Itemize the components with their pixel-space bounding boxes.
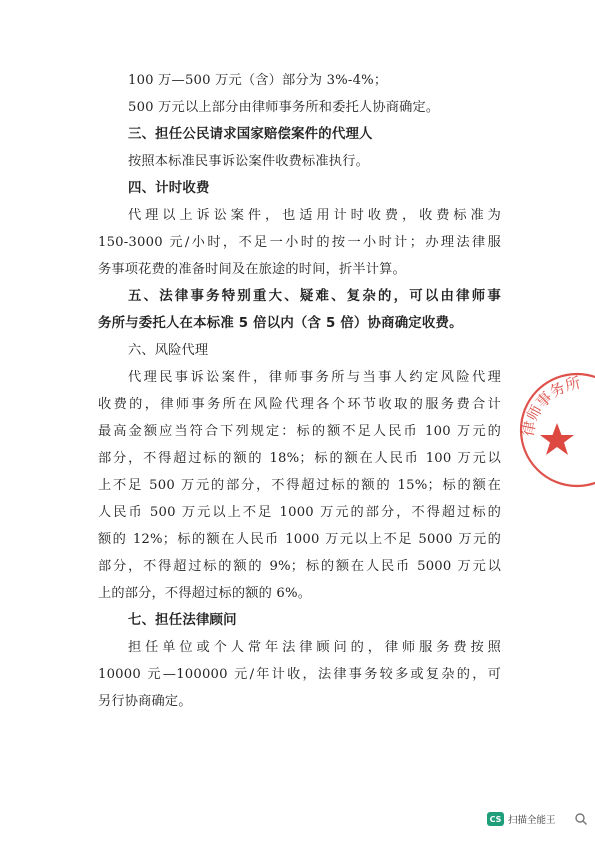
- text-line: 代理民事诉讼案件，律师事务所与当事人约定风险代理: [128, 370, 501, 385]
- seal-text: 律师事务所: [518, 373, 583, 438]
- text-line: 务事项花费的准备时间及在旅途的时间，折半计算。: [98, 262, 406, 277]
- watermark-text: 扫描全能王: [508, 815, 556, 826]
- text-line: 人民币 500 万元以上不足 1000 万元的部分，不得超过标的: [98, 505, 501, 520]
- text-line: 上的部分，不得超过标的额的 6%。: [98, 586, 312, 601]
- camscanner-logo: CS: [487, 812, 504, 826]
- text-line: 150-3000 元/小时，不足一小时的按一小时计；办理法律服: [98, 235, 501, 250]
- seal-stamp: [515, 365, 595, 495]
- text-line: 额的 12%；标的额在人民币 1000 万元以上不足 5000 万元的: [98, 532, 501, 547]
- text-line: 部分，不得超过标的额的 18%；标的额在人民币 100 万元以: [98, 451, 501, 466]
- star-icon: [540, 423, 574, 455]
- section-heading: 七、担任法律顾问: [128, 613, 237, 628]
- section-heading: 四、计时收费: [128, 181, 210, 196]
- section-heading: 务所与委托人在本标准 5 倍以内（含 5 倍）协商确定收费。: [98, 316, 463, 331]
- text-line: 部分，不得超过标的额的 9%；标的额在人民币 5000 万元以: [98, 559, 501, 574]
- scanner-watermark: [487, 808, 588, 830]
- section-heading: 六、风险代理: [128, 343, 209, 358]
- text-line: 代理以上诉讼案件，也适用计时收费，收费标准为: [128, 208, 501, 223]
- section-heading: 三、担任公民请求国家赔偿案件的代理人: [128, 127, 373, 142]
- text-line: 担任单位或个人常年法律顾问的，律师服务费按照: [128, 640, 501, 655]
- text-line: 500 万元以上部分由律师事务所和委托人协商确定。: [128, 100, 440, 115]
- text-line: 最高金额应当符合下列规定：标的额不足人民币 100 万元的: [98, 424, 501, 439]
- text-line: 收费的，律师事务所在风险代理各个环节收取的服务费合计: [98, 397, 501, 412]
- section-heading: 五、法律事务特别重大、疑难、复杂的，可以由律师事: [128, 289, 501, 304]
- text-line: 10000 元—100000 元/年计收，法律事务较多或复杂的，可: [98, 667, 501, 682]
- svg-text:律师事务所: [519, 374, 582, 438]
- text-line: 按照本标准民事诉讼案件收费标准执行。: [128, 154, 369, 169]
- search-icon[interactable]: [574, 812, 588, 826]
- text-line: 100 万—500 万元（含）部分为 3%-4%；: [128, 73, 388, 88]
- text-line: 另行协商确定。: [98, 694, 192, 709]
- text-line: 上不足 500 万元的部分，不得超过标的额的 15%；标的额在: [98, 478, 501, 493]
